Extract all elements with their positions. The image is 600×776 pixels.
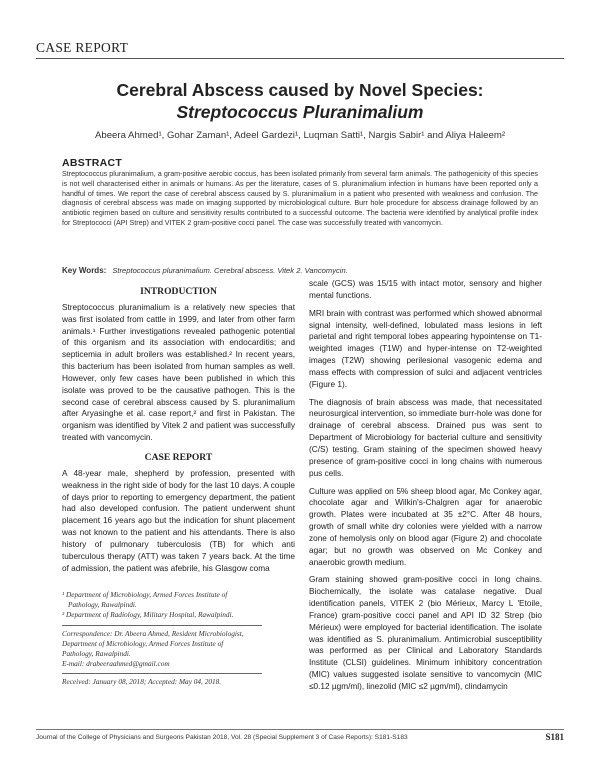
right-column	[309, 278, 542, 699]
keywords-label: Key Words:	[62, 266, 107, 275]
correspondence-line-3: Pathology, Rawalpindi.	[62, 649, 131, 659]
title-line-2: Streptococcus Pluranimalium	[176, 102, 424, 122]
page-number: S181	[545, 732, 564, 742]
abstract-text: Streptococcus pluranimalium, a gram-positive aerobic coccus, has been isolated primarily from several farm animals. The pathogenicity of this species is not well characterised either in animals or humans. As per the literature, cases of S. pluranimalium infection in humans have been reported only a handful of times. We report the case of cerebral abscess caused by S. pluranimalium in a patient who presented with weakness and confusion. The diagnosis of cerebral abscess was made on imaging supported by microbiological culture. Burr hole procedure for abscess drainage followed by an antibiotic regimen based on culture and sensitivity results contributed to a successful outcome. The bacteria were identified by analytical profile index for Streptococci (API Strep) and VITEK 2 gram-positive cocci panel. The case was successfully treated with vancomycin.	[62, 170, 538, 227]
introduction-paragraph: Streptococcus pluranimalium is a relatively new species that was first isolated from cattle in 1999, and later from other farm animals.¹ Further investigations revealed pathogenic potential of this organism and its association with endocarditis; and septicemia in adult broilers was established.² In recent years, this bacterium has been isolated from human samples as well. However, only few cases have been published in which this isolate was proved to be the causative pathogen. This is the second case of cerebral abscess caused by S. pluranimalium after Aryasinghe et al. case report,² and first in Pakistan. The organism was identified by Vitek 2 and patient was successfully treated with vancomycin.	[62, 302, 295, 443]
title-line-1: Cerebral Abscess caused by Novel Species:	[116, 80, 484, 100]
paragraph-gcs: scale (GCS) was 15/15 with intact motor, sensory and higher mental functions.	[309, 279, 542, 300]
footnote-rule-2	[62, 673, 262, 674]
journal-citation: Journal of the College of Physicians and Surgeons Pakistan 2018, Vol. 28 (Special Supplement 3 of Case Reports): S181-S183	[36, 734, 408, 741]
correspondence-email: E-mail: drabeeraahmed@gmail.com	[62, 659, 170, 669]
paragraph-identification: Gram staining showed gram-positive cocci in long chains. Biochemically, the isolate was catalase negative. Dual identification panels, VITEK 2 (bio Mérieux, Marcy L 'Etoile, France) gram-positive cocci panel and API ID 32 Strep (bio Mérieux) were employed for bacterial identification. The isolate was identified as S. pluranimalium. Antimicrobial susceptibility was performed as per Clinical and Laboratory Standards Institute (CLSI) guidelines. Minimum inhibitory concentration (MIC) values suggested isolate sensitive to vancomycin (MIC ≤0.12 µgm/ml), linezolid (MIC ≤2 µgm/ml), clindamycin	[309, 575, 542, 691]
correspondence-line-2: Department of Microbiology, Armed Forces Institute of	[62, 638, 224, 648]
keywords-items: Streptococcus pluranimalium. Cerebral abscess. Vitek 2. Vancomycin.	[112, 266, 348, 275]
affiliation-2: ² Department of Radiology, Military Hospital, Rawalpindi.	[62, 610, 234, 620]
case-report-heading: CASE REPORT	[144, 451, 213, 463]
case-report-paragraph: A 48-year male, shepherd by profession, presented with weakness in the right side of body for the last 10 days. A couple of days prior to reporting to emergency department, the patient had also developed confusion. The patient underwent shunt placement 16 years ago but the indication for shunt placement was not known to the patient and his attendants. There is also history of pulmonary tuberculosis (TB) for which anti tuberculous therapy (ATT) was taken 7 years back. At the time of admission, the patient was afebrile, his Glasgow coma	[62, 468, 295, 573]
affiliation-1b: Pathology, Rawalpindi.	[68, 600, 137, 610]
footnotes	[62, 590, 295, 688]
paragraph-culture: Culture was applied on 5% sheep blood agar, Mc Conkey agar, chocolate agar and Wilkin's-Chalgren agar for anaerobic growth. Plates were incubated at 35 ±2°C. After 48 hours, growth of small white dry colonies were yielded with a narrow zone of hemolysis only on blood agar (Figure 2) and chocolate agar; but no growth was observed on Mc Conkey and anaerobic growth medium.	[309, 486, 542, 567]
section-label: CASE REPORT	[36, 40, 129, 55]
footnote-rule	[62, 625, 262, 626]
introduction-heading: INTRODUCTION	[140, 286, 217, 297]
affiliation-1a: ¹ Department of Microbiology, Armed Forces Institute of	[62, 590, 228, 599]
author-list: Abeera Ahmed¹, Gohar Zaman¹, Adeel Gardezi¹, Luqman Satti¹, Nargis Sabir¹ and Aliya Haleem²	[94, 130, 506, 141]
header-rule	[36, 58, 564, 59]
left-column	[62, 286, 295, 580]
keywords	[62, 266, 538, 275]
received-dates: Received: January 08, 2018; Accepted: May 04, 2018.	[62, 677, 222, 687]
correspondence-line-1: Correspondence: Dr. Abeera Ahmed, Resident Microbiologist,	[62, 628, 244, 638]
paragraph-mri: MRI brain with contrast was performed which showed abnormal signal intensity, well-defined, lobulated mass lesions in left parietal and right temporal lobes appearing hypointense on T1-weighted images (T1W) and hyper-intense on T2-weighted images (T2W) showing perilesional vasogenic edema and mass effects with compression of sulci and adjacent ventricles (Figure 1).	[309, 308, 542, 389]
paragraph-diagnosis: The diagnosis of brain abscess was made, that necessitated neurosurgical intervention, so immediate burr-hole was done for drainage of cerebral abscess. Drained pus was sent to Department of Microbiology for bacterial culture and sensitivity (C/S) testing. Gram staining of the specimen showed heavy presence of gram-positive cocci in long chains with numerous pus cells.	[309, 397, 542, 478]
abstract-heading: ABSTRACT	[62, 157, 123, 169]
footer-rule	[36, 729, 564, 730]
